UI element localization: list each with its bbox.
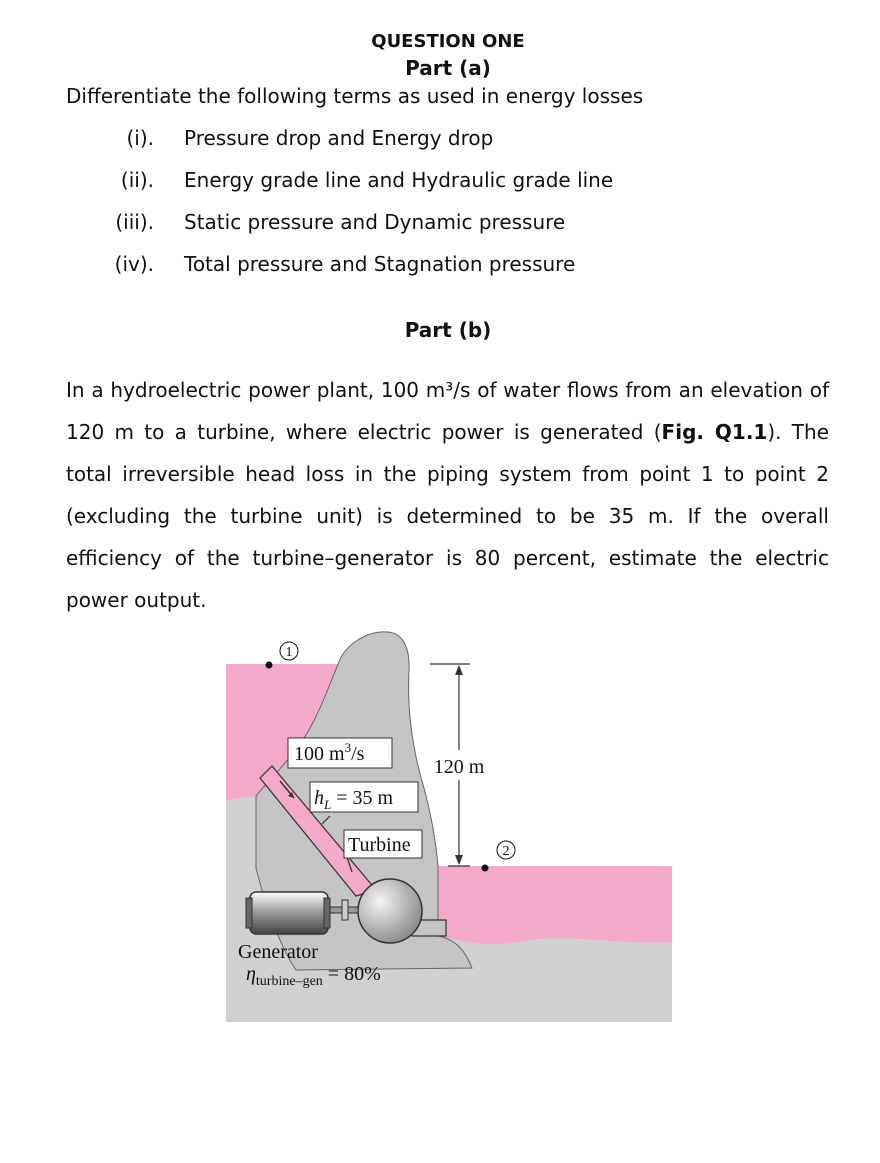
item-number: (i). <box>126 126 154 150</box>
item-number: (iii). <box>115 210 154 234</box>
item-text: Static pressure and Dynamic pressure <box>184 210 566 234</box>
point1-label: 1 <box>285 645 293 660</box>
figure-reference: Fig. Q1.1 <box>661 420 768 444</box>
headloss-label: $h_L = 35$ m <box>314 787 394 812</box>
item-text: Total pressure and Stagnation pressure <box>184 252 576 276</box>
paragraph-text-2: ). The total irreversible head loss in the piping system from point 1 to point 2 (excluding the turbine unit) is determined to be 35 m. If the overall efficiency of the turbine–generator is 80 percent, estimate the electric power output. <box>66 420 829 612</box>
point2-label: 2 <box>502 844 510 859</box>
item-number: (iv). <box>114 252 154 276</box>
generator-label: Generator <box>238 941 318 963</box>
coupling <box>342 900 348 920</box>
part-b-heading: Part (b) <box>404 318 492 342</box>
hydro-plant-figure <box>226 628 672 1022</box>
lower-reservoir <box>438 866 672 944</box>
generator-endcap <box>246 898 252 928</box>
generator-icon <box>250 892 328 934</box>
part-a-intro: Differentiate the following terms as used in energy losses <box>66 84 644 108</box>
generator-endcap <box>324 898 330 928</box>
part-a-heading: Part (a) <box>405 56 491 80</box>
efficiency-label: $\eta_{turbine-gen} = 80\%$ <box>246 963 381 989</box>
item-text: Pressure drop and Energy drop <box>184 126 494 150</box>
point1-dot <box>266 662 273 669</box>
elevation-label: 120 m <box>433 756 485 778</box>
flow-label: 100 $m^3/s$ <box>294 740 365 765</box>
paragraph-text-1: In a hydroelectric power plant, 100 m³/s of water flows from an elevation of 120 m to a turbine, where electric power is generated ( <box>66 378 829 444</box>
item-number: (ii). <box>120 168 154 192</box>
question-title: QUESTION ONE <box>371 31 525 52</box>
problem-paragraph <box>66 369 829 621</box>
point2-dot <box>482 865 489 872</box>
item-text: Energy grade line and Hydraulic grade line <box>184 168 614 192</box>
turbine-label: Turbine <box>348 834 411 856</box>
turbine-icon <box>358 879 422 943</box>
